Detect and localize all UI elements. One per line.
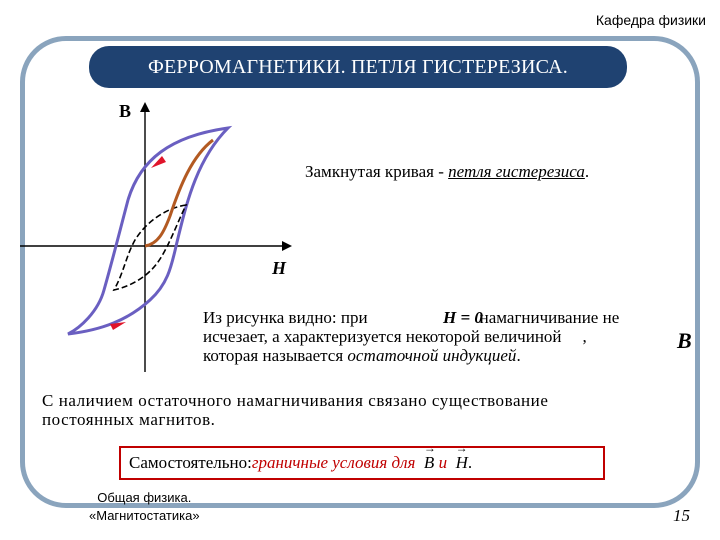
self-study-box: Самостоятельно: граничные условия для → B и → H .: [119, 446, 605, 480]
formula-h-zero: H = 0: [443, 308, 483, 327]
vector-b: → B: [424, 453, 434, 473]
hysteresis-term: петля гистерезиса: [448, 162, 585, 181]
permanent-magnets-paragraph: С наличием остаточного намагничивания связано существование постоянных магнитов.: [42, 391, 549, 429]
department-label: Кафедра физики: [595, 12, 706, 28]
formula-b: B: [677, 328, 692, 353]
closed-curve-text: Замкнутая кривая - петля гистерезиса.: [305, 162, 590, 181]
footer-course: Общая физика. «Магнитостатика»: [89, 490, 200, 523]
hysteresis-loop: [68, 128, 228, 334]
remanence-term: остаточной индукцией: [347, 346, 517, 365]
boundary-conditions-text: граничные условия для: [251, 453, 416, 472]
axis-label-b: B: [119, 101, 132, 121]
slide-title: ФЕРРОМАГНЕТИКИ. ПЕТЛЯ ГИСТЕРЕЗИСА.: [89, 46, 627, 88]
page-number: 15: [673, 506, 690, 525]
vector-h: → H: [456, 453, 468, 473]
axis-label-h: H: [272, 258, 287, 278]
remanence-paragraph: Из рисунка видно: при намагничивание не исчезает, а характеризуется некоторой величиной , которая называется остаточной индукцией.: [203, 308, 620, 365]
